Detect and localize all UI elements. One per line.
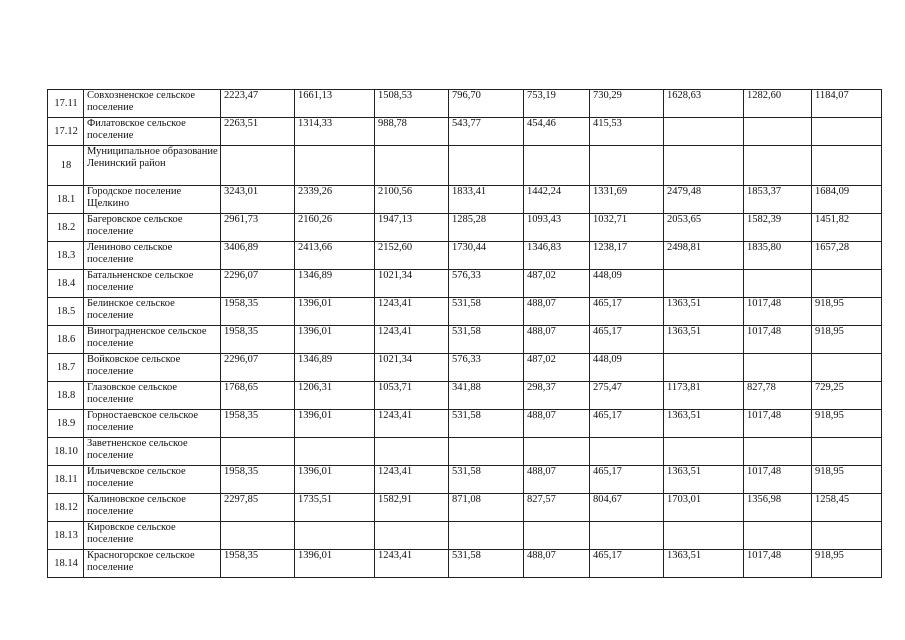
value-cell: 1032,71 — [590, 214, 664, 242]
settlement-name: Виноградненское сельское поселение — [84, 326, 221, 354]
row-number: 18.1 — [48, 186, 84, 214]
value-cell: 1258,45 — [812, 494, 882, 522]
value-cell: 1017,48 — [744, 326, 812, 354]
value-cell — [590, 438, 664, 466]
value-cell: 465,17 — [590, 410, 664, 438]
value-cell — [295, 438, 375, 466]
value-cell: 1835,80 — [744, 242, 812, 270]
value-cell: 3243,01 — [221, 186, 295, 214]
value-cell: 1243,41 — [375, 410, 449, 438]
value-cell — [590, 146, 664, 186]
value-cell: 1947,13 — [375, 214, 449, 242]
value-cell: 1363,51 — [664, 298, 744, 326]
value-cell — [524, 146, 590, 186]
value-cell: 1363,51 — [664, 550, 744, 578]
value-cell: 1243,41 — [375, 326, 449, 354]
value-cell: 1184,07 — [812, 90, 882, 118]
table-row — [48, 410, 882, 438]
value-cell: 827,78 — [744, 382, 812, 410]
row-number: 18.14 — [48, 550, 84, 578]
value-cell — [744, 522, 812, 550]
value-cell: 298,37 — [524, 382, 590, 410]
value-cell: 1396,01 — [295, 410, 375, 438]
value-cell — [524, 438, 590, 466]
value-cell: 531,58 — [449, 466, 524, 494]
table-row — [48, 186, 882, 214]
settlement-name: Батальненское сельское поселение — [84, 270, 221, 298]
table-row — [48, 466, 882, 494]
settlement-name: Горностаевское сельское поселение — [84, 410, 221, 438]
settlement-name: Филатовское сельское поселение — [84, 118, 221, 146]
value-cell: 488,07 — [524, 298, 590, 326]
value-cell: 1238,17 — [590, 242, 664, 270]
value-cell: 465,17 — [590, 298, 664, 326]
value-cell: 3406,89 — [221, 242, 295, 270]
row-number: 18.5 — [48, 298, 84, 326]
value-cell: 465,17 — [590, 466, 664, 494]
value-cell — [449, 522, 524, 550]
value-cell — [664, 270, 744, 298]
value-cell: 918,95 — [812, 550, 882, 578]
value-cell: 1346,83 — [524, 242, 590, 270]
settlement-name: Глазовское сельское поселение — [84, 382, 221, 410]
table-row — [48, 214, 882, 242]
value-cell: 1017,48 — [744, 410, 812, 438]
table-body — [48, 90, 882, 578]
value-cell — [744, 270, 812, 298]
value-cell — [375, 146, 449, 186]
value-cell — [590, 522, 664, 550]
value-cell — [524, 522, 590, 550]
settlement-name: Лениново сельское поселение — [84, 242, 221, 270]
value-cell: 576,33 — [449, 354, 524, 382]
value-cell: 2160,26 — [295, 214, 375, 242]
value-cell: 1346,89 — [295, 270, 375, 298]
value-cell: 415,53 — [590, 118, 664, 146]
settlement-name: Войковское сельское поселение — [84, 354, 221, 382]
value-cell: 2100,56 — [375, 186, 449, 214]
value-cell: 918,95 — [812, 298, 882, 326]
value-cell: 487,02 — [524, 354, 590, 382]
value-cell: 2498,81 — [664, 242, 744, 270]
value-cell: 1363,51 — [664, 410, 744, 438]
value-cell: 1285,28 — [449, 214, 524, 242]
value-cell — [744, 354, 812, 382]
table-row — [48, 494, 882, 522]
value-cell: 341,88 — [449, 382, 524, 410]
settlement-name: Багеровское сельское поселение — [84, 214, 221, 242]
value-cell: 2223,47 — [221, 90, 295, 118]
row-number: 18.9 — [48, 410, 84, 438]
table-row — [48, 298, 882, 326]
value-cell — [812, 438, 882, 466]
value-cell: 2053,65 — [664, 214, 744, 242]
value-cell: 448,09 — [590, 270, 664, 298]
value-cell: 531,58 — [449, 550, 524, 578]
value-cell: 531,58 — [449, 410, 524, 438]
value-cell: 988,78 — [375, 118, 449, 146]
value-cell: 1396,01 — [295, 550, 375, 578]
table-row — [48, 326, 882, 354]
value-cell — [295, 522, 375, 550]
row-number: 17.12 — [48, 118, 84, 146]
table-row — [48, 242, 882, 270]
value-cell: 1735,51 — [295, 494, 375, 522]
value-cell — [664, 118, 744, 146]
value-cell: 1853,37 — [744, 186, 812, 214]
table-row — [48, 382, 882, 410]
value-cell: 2297,85 — [221, 494, 295, 522]
value-cell — [812, 270, 882, 298]
settlement-name: Муниципальное образование Ленинский район — [84, 146, 221, 186]
row-number: 18.11 — [48, 466, 84, 494]
value-cell: 1958,35 — [221, 298, 295, 326]
row-number: 18.6 — [48, 326, 84, 354]
value-cell: 2152,60 — [375, 242, 449, 270]
value-cell: 2296,07 — [221, 354, 295, 382]
value-cell: 488,07 — [524, 410, 590, 438]
value-cell: 1243,41 — [375, 550, 449, 578]
value-cell: 1282,60 — [744, 90, 812, 118]
value-cell: 1017,48 — [744, 298, 812, 326]
value-cell — [221, 438, 295, 466]
value-cell — [744, 118, 812, 146]
value-cell — [664, 146, 744, 186]
table-row — [48, 118, 882, 146]
value-cell: 918,95 — [812, 466, 882, 494]
table-row — [48, 354, 882, 382]
value-cell: 1021,34 — [375, 354, 449, 382]
value-cell: 1396,01 — [295, 466, 375, 494]
row-number: 18.12 — [48, 494, 84, 522]
value-cell: 1833,41 — [449, 186, 524, 214]
table-row — [48, 270, 882, 298]
row-number: 18.13 — [48, 522, 84, 550]
settlement-name: Кировское сельское поселение — [84, 522, 221, 550]
value-cell: 730,29 — [590, 90, 664, 118]
value-cell: 804,67 — [590, 494, 664, 522]
tariff-table — [47, 89, 882, 578]
settlement-name: Красногорское сельское поселение — [84, 550, 221, 578]
value-cell — [664, 354, 744, 382]
value-cell — [812, 146, 882, 186]
value-cell: 1173,81 — [664, 382, 744, 410]
value-cell: 796,70 — [449, 90, 524, 118]
value-cell: 1346,89 — [295, 354, 375, 382]
value-cell: 2413,66 — [295, 242, 375, 270]
table-row — [48, 438, 882, 466]
value-cell: 871,08 — [449, 494, 524, 522]
value-cell: 1508,53 — [375, 90, 449, 118]
value-cell: 1451,82 — [812, 214, 882, 242]
value-cell — [744, 438, 812, 466]
row-number: 18.2 — [48, 214, 84, 242]
value-cell — [812, 522, 882, 550]
row-number: 18.10 — [48, 438, 84, 466]
value-cell: 1958,35 — [221, 326, 295, 354]
row-number: 18.8 — [48, 382, 84, 410]
value-cell — [812, 354, 882, 382]
value-cell: 1657,28 — [812, 242, 882, 270]
value-cell: 1684,09 — [812, 186, 882, 214]
value-cell: 1958,35 — [221, 550, 295, 578]
value-cell — [221, 522, 295, 550]
value-cell: 1243,41 — [375, 298, 449, 326]
value-cell — [449, 146, 524, 186]
value-cell: 1661,13 — [295, 90, 375, 118]
value-cell: 465,17 — [590, 550, 664, 578]
value-cell: 1703,01 — [664, 494, 744, 522]
value-cell: 448,09 — [590, 354, 664, 382]
value-cell: 1206,31 — [295, 382, 375, 410]
value-cell: 2339,26 — [295, 186, 375, 214]
settlement-name: Белинское сельское поселение — [84, 298, 221, 326]
value-cell: 1017,48 — [744, 466, 812, 494]
value-cell: 488,07 — [524, 326, 590, 354]
value-cell — [449, 438, 524, 466]
value-cell: 729,25 — [812, 382, 882, 410]
settlement-name: Заветненское сельское поселение — [84, 438, 221, 466]
value-cell — [295, 146, 375, 186]
value-cell: 1314,33 — [295, 118, 375, 146]
value-cell: 753,19 — [524, 90, 590, 118]
row-number: 18 — [48, 146, 84, 186]
value-cell: 1093,43 — [524, 214, 590, 242]
value-cell: 1053,71 — [375, 382, 449, 410]
value-cell: 531,58 — [449, 298, 524, 326]
table-row — [48, 522, 882, 550]
value-cell: 1396,01 — [295, 326, 375, 354]
value-cell: 2263,51 — [221, 118, 295, 146]
value-cell: 1331,69 — [590, 186, 664, 214]
value-cell: 1730,44 — [449, 242, 524, 270]
value-cell: 1582,39 — [744, 214, 812, 242]
value-cell: 918,95 — [812, 326, 882, 354]
value-cell: 918,95 — [812, 410, 882, 438]
value-cell: 275,47 — [590, 382, 664, 410]
value-cell: 2479,48 — [664, 186, 744, 214]
value-cell: 1021,34 — [375, 270, 449, 298]
value-cell: 1582,91 — [375, 494, 449, 522]
value-cell: 1363,51 — [664, 326, 744, 354]
settlement-name: Городское поселение Щелкино — [84, 186, 221, 214]
value-cell: 488,07 — [524, 466, 590, 494]
value-cell — [664, 522, 744, 550]
value-cell: 1356,98 — [744, 494, 812, 522]
settlement-name: Ильичевское сельское поселение — [84, 466, 221, 494]
value-cell: 1958,35 — [221, 466, 295, 494]
row-number: 18.7 — [48, 354, 84, 382]
value-cell — [375, 522, 449, 550]
row-number: 17.11 — [48, 90, 84, 118]
row-number: 18.3 — [48, 242, 84, 270]
value-cell: 576,33 — [449, 270, 524, 298]
value-cell: 1243,41 — [375, 466, 449, 494]
value-cell — [744, 146, 812, 186]
table-row — [48, 146, 882, 186]
value-cell: 1768,65 — [221, 382, 295, 410]
value-cell: 1628,63 — [664, 90, 744, 118]
settlement-name: Совхозненское сельское поселение — [84, 90, 221, 118]
value-cell — [812, 118, 882, 146]
value-cell — [375, 438, 449, 466]
value-cell: 2296,07 — [221, 270, 295, 298]
value-cell: 1442,24 — [524, 186, 590, 214]
value-cell: 2961,73 — [221, 214, 295, 242]
table-row — [48, 90, 882, 118]
table-row — [48, 550, 882, 578]
value-cell: 465,17 — [590, 326, 664, 354]
value-cell: 454,46 — [524, 118, 590, 146]
value-cell: 531,58 — [449, 326, 524, 354]
row-number: 18.4 — [48, 270, 84, 298]
value-cell: 488,07 — [524, 550, 590, 578]
value-cell: 827,57 — [524, 494, 590, 522]
value-cell: 543,77 — [449, 118, 524, 146]
value-cell: 1363,51 — [664, 466, 744, 494]
value-cell: 1017,48 — [744, 550, 812, 578]
value-cell: 1396,01 — [295, 298, 375, 326]
value-cell — [664, 438, 744, 466]
value-cell: 1958,35 — [221, 410, 295, 438]
settlement-name: Калиновское сельское поселение — [84, 494, 221, 522]
value-cell — [221, 146, 295, 186]
value-cell: 487,02 — [524, 270, 590, 298]
